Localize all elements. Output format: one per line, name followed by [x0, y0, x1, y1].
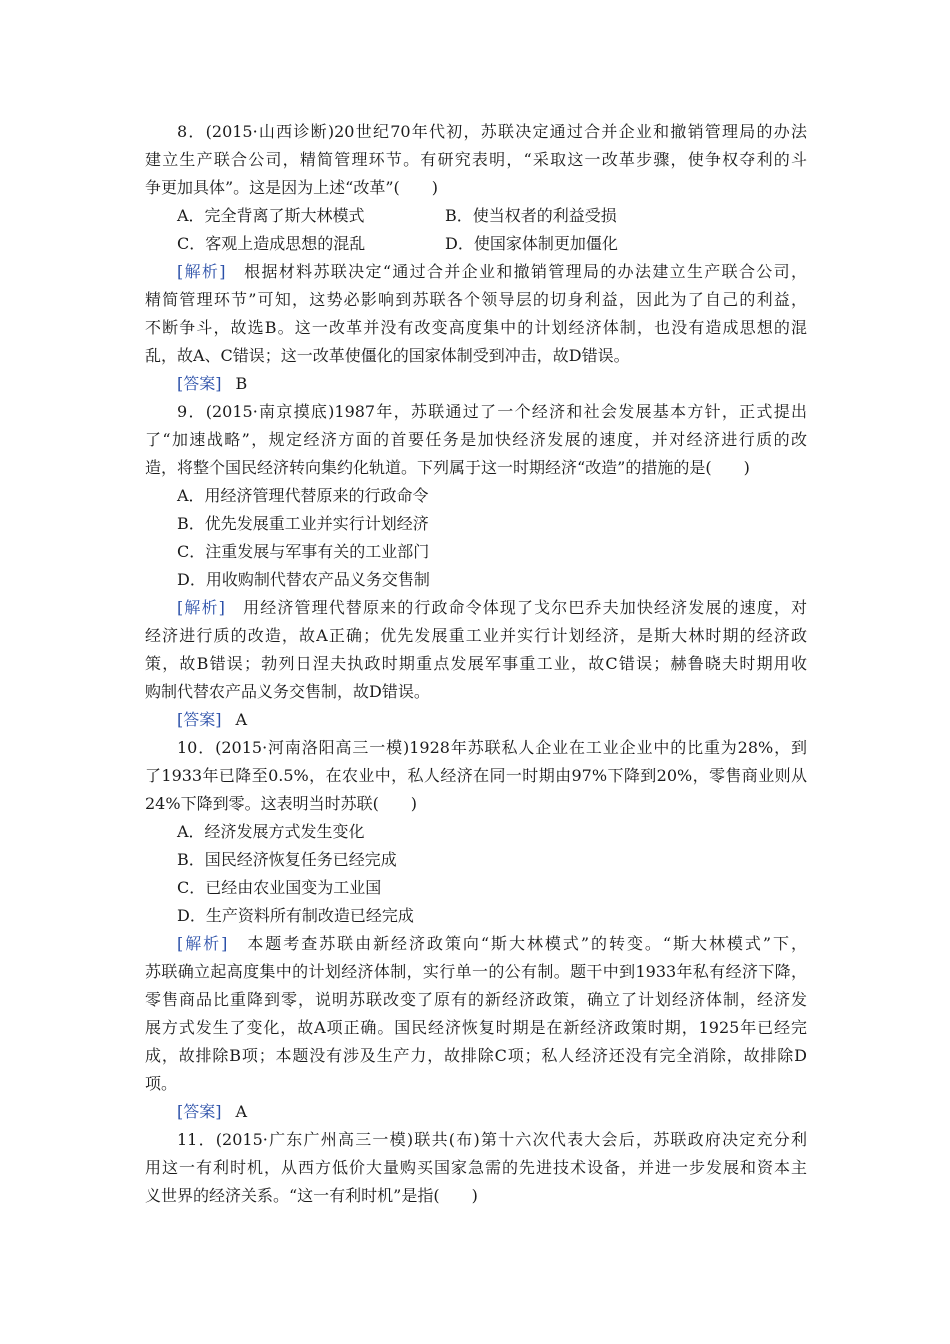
analysis-line: 经济进行质的改造，故A正确；优先发展重工业并实行计划经济，是斯大林时期的经济政: [145, 626, 807, 645]
question-stem-line: 24%下降到零。这表明当时苏联( ): [145, 794, 418, 813]
option-row: [145, 230, 807, 258]
question-stem-line: 10．(2015·河南洛阳高三一模)1928年苏联私人企业在工业企业中的比重为28%，到: [177, 738, 807, 757]
document-content: [145, 118, 807, 1210]
question-stem-line: 8．(2015·山西诊断)20世纪70年代初，苏联决定通过合并企业和撤销管理局的办法: [177, 122, 807, 141]
option-a: A．完全背离了斯大林模式: [177, 206, 365, 225]
question-8: [145, 118, 807, 398]
analysis-line: 乱，故A、C错误；这一改革使僵化的国家体制受到冲击，故D错误。: [145, 346, 630, 365]
option-c: C．客观上造成思想的混乱: [177, 234, 366, 253]
analysis-tag: [解析]: [177, 262, 226, 281]
answer-line: [145, 706, 807, 734]
question-stem-line: 用这一有利时机，从西方低价大量购买国家急需的先进技术设备，并进一步发展和资本主: [145, 1158, 807, 1177]
analysis-line: 策，故B错误；勃列日涅夫执政时期重点发展军事重工业，故C错误；赫鲁晓夫时期用收: [145, 654, 807, 673]
analysis-tag: [解析]: [177, 598, 225, 617]
answer-line: [145, 1098, 807, 1126]
answer-tag: [答案]: [177, 710, 222, 729]
analysis-line: 不断争斗，故选B。这一改革并没有改变高度集中的计划经济体制，也没有造成思想的混: [145, 318, 807, 337]
option-c: C．注重发展与军事有关的工业部门: [177, 542, 430, 561]
option-b: B．使当权者的利益受损: [445, 206, 617, 225]
question-stem-line: 了“加速战略”，规定经济方面的首要任务是加快经济发展的速度，并对经济进行质的改: [145, 430, 807, 449]
option-a: A．用经济管理代替原来的行政命令: [177, 486, 429, 505]
option-row: [145, 202, 807, 230]
option-c: C．已经由农业国变为工业国: [177, 878, 382, 897]
option-b: B．优先发展重工业并实行计划经济: [177, 514, 429, 533]
option-d: D．使国家体制更加僵化: [445, 234, 618, 253]
option-d: D．用收购制代替农产品义务交售制: [177, 570, 430, 589]
analysis-line: [解析] 本题考查苏联由新经济政策向“斯大林模式”的转变。“斯大林模式”下，: [177, 934, 807, 953]
question-stem-line: 义世界的经济关系。“这一有利时机”是指( ): [145, 1186, 478, 1205]
answer-value: A: [235, 710, 248, 729]
question-stem-line: 9．(2015·南京摸底)1987年，苏联通过了一个经济和社会发展基本方针，正式提出: [177, 402, 807, 421]
question-10: [145, 734, 807, 1126]
analysis-line: 成，故排除B项；本题没有涉及生产力，故排除C项；私人经济还没有完全消除，故排除D: [145, 1046, 807, 1065]
question-stem-line: 11．(2015·广东广州高三一模)联共(布)第十六次代表大会后，苏联政府决定充分利: [177, 1130, 807, 1149]
answer-line: [145, 370, 807, 398]
question-stem-line: 建立生产联合公司，精简管理环节。有研究表明，“采取这一改革步骤，使争权夺利的斗: [145, 150, 807, 169]
analysis-line: 项。: [145, 1074, 178, 1093]
analysis-line: 零售商品比重降到零，说明苏联改变了原有的新经济政策，确立了计划经济体制，经济发: [145, 990, 807, 1009]
answer-value: B: [235, 374, 248, 393]
question-stem-line: 争更加具体”。这是因为上述“改革”( ): [145, 178, 439, 197]
question-11: [145, 1126, 807, 1210]
analysis-line: 苏联确立起高度集中的计划经济体制，实行单一的公有制。题干中到1933年私有经济下降，: [145, 962, 807, 981]
answer-value: A: [235, 1102, 248, 1121]
analysis-line: 精简管理环节”可知，这势必影响到苏联各个领导层的切身利益，因此为了自己的利益，: [145, 290, 807, 309]
question-9: [145, 398, 807, 734]
option-b: B．国民经济恢复任务已经完成: [177, 850, 397, 869]
question-stem-line: 造，将整个国民经济转向集约化轨道。下列属于这一时期经济“改造”的措施的是( ): [145, 458, 750, 477]
analysis-line: 购制代替农产品义务交售制，故D错误。: [145, 682, 430, 701]
option-a: A．经济发展方式发生变化: [177, 822, 365, 841]
analysis-line: [解析] 用经济管理代替原来的行政命令体现了戈尔巴乔夫加快经济发展的速度，对: [177, 598, 807, 617]
analysis-tag: [解析]: [177, 934, 228, 953]
analysis-line: 展方式发生了变化，故A项正确。国民经济恢复时期是在新经济政策时期，1925年已经完: [145, 1018, 807, 1037]
option-d: D．生产资料所有制改造已经完成: [177, 906, 414, 925]
analysis-line: [解析] 根据材料苏联决定“通过合并企业和撤销管理局的办法建立生产联合公司，: [177, 262, 807, 281]
question-stem-line: 了1933年已降至0.5%，在农业中，私人经济在同一时期由97%下降到20%，零售商业则从: [145, 766, 807, 785]
answer-tag: [答案]: [177, 374, 222, 393]
answer-tag: [答案]: [177, 1102, 222, 1121]
